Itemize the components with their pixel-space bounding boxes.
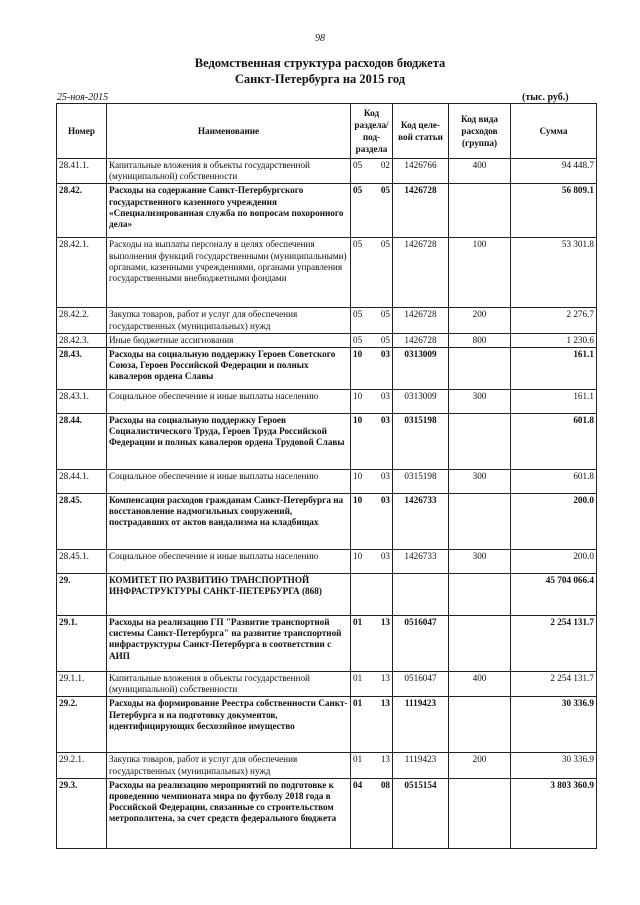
subsection-code: 02: [380, 160, 390, 170]
row-section-code: [351, 184, 393, 238]
row-section-code: [351, 672, 393, 697]
section-code: 05: [353, 160, 363, 170]
row-name: КОМИТЕТ ПО РАЗВИТИЮ ТРАНСПОРТНОЙ ИНФРАСТРУКТУРЫ САНКТ-ПЕТЕРБУРГА (868): [107, 574, 351, 616]
section-code: 01: [353, 754, 363, 765]
row-sum: 601.8: [511, 414, 597, 470]
row-name: Расходы на социальную поддержку Героев Советского Союза, Героев Российской Федерации и полных кавалеров ордена Славы: [107, 348, 351, 390]
row-name: Социальное обеспечение и иные выплаты населению: [107, 390, 351, 414]
row-expense-kind: 400: [449, 159, 511, 184]
row-number: 28.42.3.: [57, 333, 107, 347]
table-body: [57, 159, 597, 849]
row-article-code: 0516047: [393, 672, 449, 697]
row-section-code: [351, 308, 393, 333]
row-sum: 2 254 131.7: [511, 672, 597, 697]
row-name: Капитальные вложения в объекты государственной (муниципальной) собственности: [107, 672, 351, 697]
row-expense-kind: [449, 778, 511, 848]
subsection-code: 13: [380, 698, 390, 709]
row-section-code: [351, 414, 393, 470]
row-number: 28.43.: [57, 348, 107, 390]
row-expense-kind: [449, 414, 511, 470]
row-article-code: 1426728: [393, 238, 449, 308]
subsection-code: 03: [380, 391, 390, 402]
row-sum: 601.8: [511, 470, 597, 494]
row-section-code: [351, 697, 393, 753]
row-article-code: 0516047: [393, 616, 449, 672]
document-title: [0, 55, 640, 87]
title-line-2: Санкт-Петербурга на 2015 год: [234, 72, 406, 86]
row-section-code: [351, 753, 393, 778]
section-code: 10: [353, 551, 363, 562]
table-row: [57, 550, 597, 574]
row-article-code: 1426728: [393, 333, 449, 347]
row-number: 28.42.: [57, 184, 107, 238]
subsection-code: 03: [380, 551, 390, 562]
row-article-code: 0315198: [393, 414, 449, 470]
section-code: 10: [353, 391, 363, 402]
row-name: Социальное обеспечение и иные выплаты населению: [107, 470, 351, 494]
row-number: 28.44.: [57, 414, 107, 470]
header-section: Код раздела/ под- раздела: [351, 104, 393, 159]
row-name: Иные бюджетные ассигнования: [107, 333, 351, 347]
row-sum: 53 301.8: [511, 238, 597, 308]
row-article-code: 0315198: [393, 470, 449, 494]
row-sum: 30 336.9: [511, 753, 597, 778]
row-sum: 3 803 360.9: [511, 778, 597, 848]
row-article-code: 1119423: [393, 697, 449, 753]
table-row: [57, 574, 597, 616]
subsection-code: 03: [380, 349, 390, 360]
row-sum: 2 254 131.7: [511, 616, 597, 672]
row-expense-kind: [449, 348, 511, 390]
row-number: 28.44.1.: [57, 470, 107, 494]
subsection-code: 05: [380, 239, 390, 250]
row-section-code: [351, 778, 393, 848]
row-sum: 161.1: [511, 348, 597, 390]
row-section-code: [351, 333, 393, 347]
table-row: [57, 616, 597, 672]
row-section-code: [351, 470, 393, 494]
row-article-code: 1426728: [393, 308, 449, 333]
subsection-code: 05: [380, 309, 390, 320]
row-name: Расходы на реализацию ГП "Развитие транспортной системы Санкт-Петербурга" на развитие транспортной инфраструктуры Санкт-Петербурга в соответствии с АИП: [107, 616, 351, 672]
table-row: [57, 348, 597, 390]
row-sum: 30 336.9: [511, 697, 597, 753]
row-article-code: 0313009: [393, 348, 449, 390]
row-section-code: [351, 348, 393, 390]
table-row: [57, 308, 597, 333]
row-article-code: [393, 574, 449, 616]
row-article-code: 1426766: [393, 159, 449, 184]
header-kind: Код вида расходов (группа): [449, 104, 511, 159]
row-section-code: [351, 238, 393, 308]
section-code: 05: [353, 239, 363, 250]
section-code: 04: [353, 779, 363, 790]
section-code: 01: [353, 698, 363, 709]
row-sum: 1 230.6: [511, 333, 597, 347]
row-sum: 94 448.7: [511, 159, 597, 184]
section-code: 01: [353, 617, 363, 628]
table-row: [57, 672, 597, 697]
section-code: 05: [353, 334, 363, 345]
row-expense-kind: [449, 574, 511, 616]
table-row: [57, 414, 597, 470]
section-code: 10: [353, 471, 363, 482]
table-row: [57, 333, 597, 347]
section-code: 05: [353, 185, 363, 196]
budget-table: [56, 103, 597, 849]
header-name: Наименование: [107, 104, 351, 159]
row-expense-kind: 200: [449, 308, 511, 333]
row-sum: 2 276.7: [511, 308, 597, 333]
header-number: Номер: [57, 104, 107, 159]
row-sum: 45 704 066.4: [511, 574, 597, 616]
row-name: Расходы на реализацию мероприятий по подготовке к проведению чемпионата мира по футболу 2018 года в Российской Федерации, связанные со строительством метрополитена, за счет средств федерального бюджета: [107, 778, 351, 848]
document-date: 25-ноя-2015: [57, 92, 109, 103]
row-section-code: [351, 390, 393, 414]
row-article-code: 0515154: [393, 778, 449, 848]
row-article-code: 1426728: [393, 184, 449, 238]
row-expense-kind: 800: [449, 333, 511, 347]
row-number: 29.2.: [57, 697, 107, 753]
table-header-row: [57, 104, 597, 159]
row-name: Капитальные вложения в объекты государственной (муниципальной) собственности: [107, 159, 351, 184]
section-code: 01: [353, 673, 363, 684]
row-name: Расходы на содержание Санкт-Петербургского государственного казенного учреждения «Специализированная служба по вопросам похоронного дела»: [107, 184, 351, 238]
section-code: 10: [353, 349, 363, 360]
section-code: 05: [353, 309, 363, 320]
row-number: 28.41.1.: [57, 159, 107, 184]
row-expense-kind: [449, 697, 511, 753]
row-section-code: [351, 159, 393, 184]
subsection-code: 13: [380, 673, 390, 684]
row-expense-kind: [449, 494, 511, 550]
subsection-code: 03: [380, 495, 390, 506]
row-name: Закупка товаров, работ и услуг для обеспечения государственных (муниципальных) нужд: [107, 308, 351, 333]
row-number: 28.43.1.: [57, 390, 107, 414]
subsection-code: 13: [380, 617, 390, 628]
table-row: [57, 184, 597, 238]
subsection-code: 05: [380, 334, 390, 345]
table-row: [57, 238, 597, 308]
row-name: Расходы на выплаты персоналу в целях обеспечения выполнения функций государственными (муниципальными) органами, казенными учреждениями, органами управления государственными внебюджетными фондами: [107, 238, 351, 308]
subsection-code: 03: [380, 471, 390, 482]
row-expense-kind: 300: [449, 390, 511, 414]
row-expense-kind: 200: [449, 753, 511, 778]
row-section-code: [351, 574, 393, 616]
subsection-code: 03: [380, 415, 390, 426]
row-expense-kind: 300: [449, 550, 511, 574]
row-name: Компенсация расходов гражданам Санкт-Петербурга на восстановление надмогильных сооружений, пострадавших от актов вандализма на кладбищах: [107, 494, 351, 550]
section-code: 10: [353, 495, 363, 506]
units-label: (тыс. руб.): [522, 92, 569, 103]
section-code: 10: [353, 415, 363, 426]
row-number: 28.42.1.: [57, 238, 107, 308]
subsection-code: 05: [380, 185, 390, 196]
table-row: [57, 159, 597, 184]
row-sum: 161.1: [511, 390, 597, 414]
subsection-code: 08: [380, 779, 390, 790]
table-row: [57, 697, 597, 753]
row-section-code: [351, 494, 393, 550]
row-section-code: [351, 550, 393, 574]
row-expense-kind: [449, 184, 511, 238]
row-number: 29.2.1.: [57, 753, 107, 778]
table-row: [57, 470, 597, 494]
row-sum: 200.0: [511, 494, 597, 550]
row-name: Расходы на социальную поддержку Героев Социалистического Труда, Героев Труда Российской Федерации и полных кавалеров ордена Трудовой Славы: [107, 414, 351, 470]
row-expense-kind: [449, 616, 511, 672]
row-sum: 200.0: [511, 550, 597, 574]
row-number: 29.1.1.: [57, 672, 107, 697]
row-article-code: 0313009: [393, 390, 449, 414]
row-expense-kind: 300: [449, 470, 511, 494]
table-row: [57, 390, 597, 414]
row-name: Социальное обеспечение и иные выплаты населению: [107, 550, 351, 574]
row-article-code: 1119423: [393, 753, 449, 778]
title-line-1: Ведомственная структура расходов бюджета: [194, 56, 446, 70]
table-row: [57, 494, 597, 550]
row-article-code: 1426733: [393, 494, 449, 550]
row-expense-kind: 100: [449, 238, 511, 308]
row-name: Закупка товаров, работ и услуг для обеспечения государственных (муниципальных) нужд: [107, 753, 351, 778]
row-section-code: [351, 616, 393, 672]
row-number: 28.45.: [57, 494, 107, 550]
page-number: 98: [315, 33, 325, 44]
row-number: 29.: [57, 574, 107, 616]
row-number: 28.42.2.: [57, 308, 107, 333]
row-number: 29.1.: [57, 616, 107, 672]
row-name: Расходы на формирование Реестра собственности Санкт-Петербурга и на подготовку документов, идентифицирующих бесхозяйное имущество: [107, 697, 351, 753]
row-number: 29.3.: [57, 778, 107, 848]
subsection-code: 13: [380, 754, 390, 765]
table-row: [57, 753, 597, 778]
header-article: Код целе- вой статьи: [393, 104, 449, 159]
row-sum: 56 809.1: [511, 184, 597, 238]
row-expense-kind: 400: [449, 672, 511, 697]
table-row: [57, 778, 597, 848]
row-number: 28.45.1.: [57, 550, 107, 574]
header-sum: Сумма: [511, 104, 597, 159]
row-article-code: 1426733: [393, 550, 449, 574]
